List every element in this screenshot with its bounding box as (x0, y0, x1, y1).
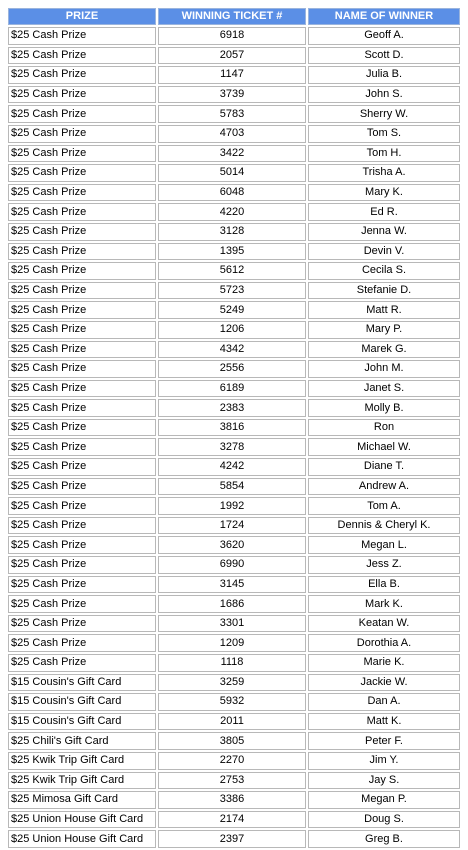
ticket-number-cell: 2174 (158, 811, 306, 829)
table-row (8, 301, 460, 319)
table-row (8, 634, 460, 652)
table-row (8, 772, 460, 790)
winner-name-cell: Matt K. (308, 713, 460, 731)
winner-name-cell: Ron (308, 419, 460, 437)
winners-table-container (6, 6, 462, 850)
ticket-number-cell: 1206 (158, 321, 306, 339)
prize-cell: $25 Cash Prize (8, 478, 156, 496)
ticket-number-cell: 4220 (158, 203, 306, 221)
ticket-number-cell: 6918 (158, 27, 306, 45)
prize-cell: $25 Cash Prize (8, 419, 156, 437)
winner-name-cell: Ed R. (308, 203, 460, 221)
winner-name-cell: Janet S. (308, 380, 460, 398)
ticket-number-cell: 3816 (158, 419, 306, 437)
winner-name-cell: Mark K. (308, 595, 460, 613)
winner-name-cell: Megan P. (308, 791, 460, 809)
winner-name-cell: Megan L. (308, 536, 460, 554)
winner-name-cell: Stefanie D. (308, 282, 460, 300)
prize-cell: $25 Cash Prize (8, 282, 156, 300)
ticket-number-cell: 2270 (158, 752, 306, 770)
prize-cell: $25 Cash Prize (8, 497, 156, 515)
winner-name-cell: Dennis & Cheryl K. (308, 517, 460, 535)
table-row (8, 615, 460, 633)
ticket-number-cell: 3386 (158, 791, 306, 809)
winner-name-cell: Doug S. (308, 811, 460, 829)
table-row (8, 478, 460, 496)
winner-name-cell: Geoff A. (308, 27, 460, 45)
prize-cell: $25 Union House Gift Card (8, 811, 156, 829)
table-row (8, 419, 460, 437)
prize-cell: $25 Cash Prize (8, 438, 156, 456)
table-row (8, 674, 460, 692)
prize-cell: $25 Cash Prize (8, 262, 156, 280)
ticket-number-cell: 6990 (158, 556, 306, 574)
ticket-number-cell: 5014 (158, 164, 306, 182)
winner-name-cell: Mary K. (308, 184, 460, 202)
ticket-number-cell: 5932 (158, 693, 306, 711)
winner-name-cell: John S. (308, 86, 460, 104)
ticket-number-cell: 5783 (158, 105, 306, 123)
prize-cell: $15 Cousin's Gift Card (8, 713, 156, 731)
winner-name-cell: Scott D. (308, 47, 460, 65)
winner-name-cell: Tom S. (308, 125, 460, 143)
winner-name-cell: Mary P. (308, 321, 460, 339)
ticket-number-cell: 5612 (158, 262, 306, 280)
prize-cell: $15 Cousin's Gift Card (8, 674, 156, 692)
prize-cell: $25 Mimosa Gift Card (8, 791, 156, 809)
table-row (8, 86, 460, 104)
prize-cell: $25 Cash Prize (8, 399, 156, 417)
prize-cell: $25 Cash Prize (8, 105, 156, 123)
prize-cell: $25 Cash Prize (8, 223, 156, 241)
table-row (8, 693, 460, 711)
prize-header: PRIZE (8, 8, 156, 25)
winner-name-cell: Dan A. (308, 693, 460, 711)
ticket-number-cell: 1992 (158, 497, 306, 515)
ticket-number-cell: 6048 (158, 184, 306, 202)
ticket-number-cell: 2397 (158, 830, 306, 848)
prize-cell: $25 Kwik Trip Gift Card (8, 772, 156, 790)
prize-cell: $25 Cash Prize (8, 360, 156, 378)
ticket-number-cell: 3620 (158, 536, 306, 554)
winner-name-cell: Greg B. (308, 830, 460, 848)
ticket-number-cell: 3128 (158, 223, 306, 241)
ticket-number-cell: 2383 (158, 399, 306, 417)
ticket-number-cell: 1147 (158, 66, 306, 84)
table-row (8, 164, 460, 182)
table-row (8, 458, 460, 476)
winner-name-cell: Marie K. (308, 654, 460, 672)
ticket-number-cell: 1724 (158, 517, 306, 535)
table-row (8, 27, 460, 45)
ticket-number-cell: 4342 (158, 341, 306, 359)
prize-cell: $25 Cash Prize (8, 321, 156, 339)
ticket-number-cell: 6189 (158, 380, 306, 398)
ticket-number-cell: 3259 (158, 674, 306, 692)
winner-name-cell: Sherry W. (308, 105, 460, 123)
prize-cell: $25 Cash Prize (8, 380, 156, 398)
table-row (8, 556, 460, 574)
winners-table-body (8, 27, 460, 848)
header-row (8, 8, 460, 25)
prize-cell: $25 Cash Prize (8, 66, 156, 84)
table-row (8, 576, 460, 594)
ticket-number-cell: 1686 (158, 595, 306, 613)
prize-cell: $25 Cash Prize (8, 595, 156, 613)
prize-cell: $25 Cash Prize (8, 203, 156, 221)
prize-cell: $25 Cash Prize (8, 27, 156, 45)
table-row (8, 595, 460, 613)
table-row (8, 223, 460, 241)
winner-name-cell: Jackie W. (308, 674, 460, 692)
table-row (8, 360, 460, 378)
prize-cell: $25 Cash Prize (8, 341, 156, 359)
ticket-number-cell: 5249 (158, 301, 306, 319)
prize-cell: $25 Cash Prize (8, 301, 156, 319)
table-row (8, 399, 460, 417)
prize-cell: $25 Cash Prize (8, 47, 156, 65)
prize-cell: $25 Cash Prize (8, 615, 156, 633)
prize-cell: $25 Cash Prize (8, 86, 156, 104)
prize-cell: $25 Cash Prize (8, 517, 156, 535)
winner-name-cell: Julia B. (308, 66, 460, 84)
winner-name-cell: Jenna W. (308, 223, 460, 241)
ticket-number-cell: 5723 (158, 282, 306, 300)
prize-cell: $25 Cash Prize (8, 184, 156, 202)
table-row (8, 497, 460, 515)
prize-cell: $25 Cash Prize (8, 243, 156, 261)
ticket-number-cell: 3145 (158, 576, 306, 594)
winner-name-cell: Molly B. (308, 399, 460, 417)
ticket-number-cell: 3301 (158, 615, 306, 633)
prize-cell: $25 Cash Prize (8, 125, 156, 143)
winner-name-cell: Andrew A. (308, 478, 460, 496)
ticket-number-cell: 2556 (158, 360, 306, 378)
table-row (8, 184, 460, 202)
winner-name-cell: Keatan W. (308, 615, 460, 633)
ticket-number-cell: 3278 (158, 438, 306, 456)
winner-name-cell: John M. (308, 360, 460, 378)
table-row (8, 47, 460, 65)
winner-name-cell: Jay S. (308, 772, 460, 790)
prize-cell: $25 Cash Prize (8, 634, 156, 652)
winner-name-cell: Peter F. (308, 732, 460, 750)
table-row (8, 713, 460, 731)
table-row (8, 752, 460, 770)
table-row (8, 145, 460, 163)
prize-cell: $25 Cash Prize (8, 145, 156, 163)
table-row (8, 830, 460, 848)
table-row (8, 732, 460, 750)
table-row (8, 517, 460, 535)
winner-name-cell: Marek G. (308, 341, 460, 359)
ticket-number-cell: 5854 (158, 478, 306, 496)
table-row (8, 105, 460, 123)
winners-table (6, 6, 462, 850)
winner-name-cell: Tom A. (308, 497, 460, 515)
table-row (8, 341, 460, 359)
table-row (8, 66, 460, 84)
ticket-number-cell: 2753 (158, 772, 306, 790)
ticket-number-cell: 3422 (158, 145, 306, 163)
prize-cell: $25 Cash Prize (8, 458, 156, 476)
ticket-number-cell: 1395 (158, 243, 306, 261)
prize-cell: $25 Union House Gift Card (8, 830, 156, 848)
winner-name-cell: Michael W. (308, 438, 460, 456)
ticket-number-cell: 1209 (158, 634, 306, 652)
ticket-number-cell: 3805 (158, 732, 306, 750)
table-row (8, 262, 460, 280)
prize-cell: $25 Cash Prize (8, 576, 156, 594)
winner-name-cell: Ella B. (308, 576, 460, 594)
winner-name-header: NAME OF WINNER (308, 8, 460, 25)
winner-name-cell: Devin V. (308, 243, 460, 261)
winner-name-cell: Trisha A. (308, 164, 460, 182)
winner-name-cell: Diane T. (308, 458, 460, 476)
winner-name-cell: Matt R. (308, 301, 460, 319)
table-row (8, 654, 460, 672)
ticket-number-cell: 3739 (158, 86, 306, 104)
table-row (8, 243, 460, 261)
prize-cell: $25 Cash Prize (8, 556, 156, 574)
prize-cell: $15 Cousin's Gift Card (8, 693, 156, 711)
table-row (8, 282, 460, 300)
ticket-number-cell: 4242 (158, 458, 306, 476)
table-row (8, 203, 460, 221)
ticket-number-cell: 4703 (158, 125, 306, 143)
prize-cell: $25 Kwik Trip Gift Card (8, 752, 156, 770)
winner-name-cell: Dorothia A. (308, 634, 460, 652)
ticket-number-cell: 1118 (158, 654, 306, 672)
table-row (8, 791, 460, 809)
winning-ticket-header: WINNING TICKET # (158, 8, 306, 25)
winner-name-cell: Jim Y. (308, 752, 460, 770)
prize-cell: $25 Cash Prize (8, 536, 156, 554)
table-row (8, 125, 460, 143)
table-row (8, 380, 460, 398)
winner-name-cell: Tom H. (308, 145, 460, 163)
winner-name-cell: Jess Z. (308, 556, 460, 574)
table-row (8, 438, 460, 456)
table-row (8, 536, 460, 554)
table-row (8, 811, 460, 829)
prize-cell: $25 Cash Prize (8, 164, 156, 182)
ticket-number-cell: 2011 (158, 713, 306, 731)
winner-name-cell: Cecila S. (308, 262, 460, 280)
prize-cell: $25 Cash Prize (8, 654, 156, 672)
prize-cell: $25 Chili's Gift Card (8, 732, 156, 750)
table-row (8, 321, 460, 339)
ticket-number-cell: 2057 (158, 47, 306, 65)
